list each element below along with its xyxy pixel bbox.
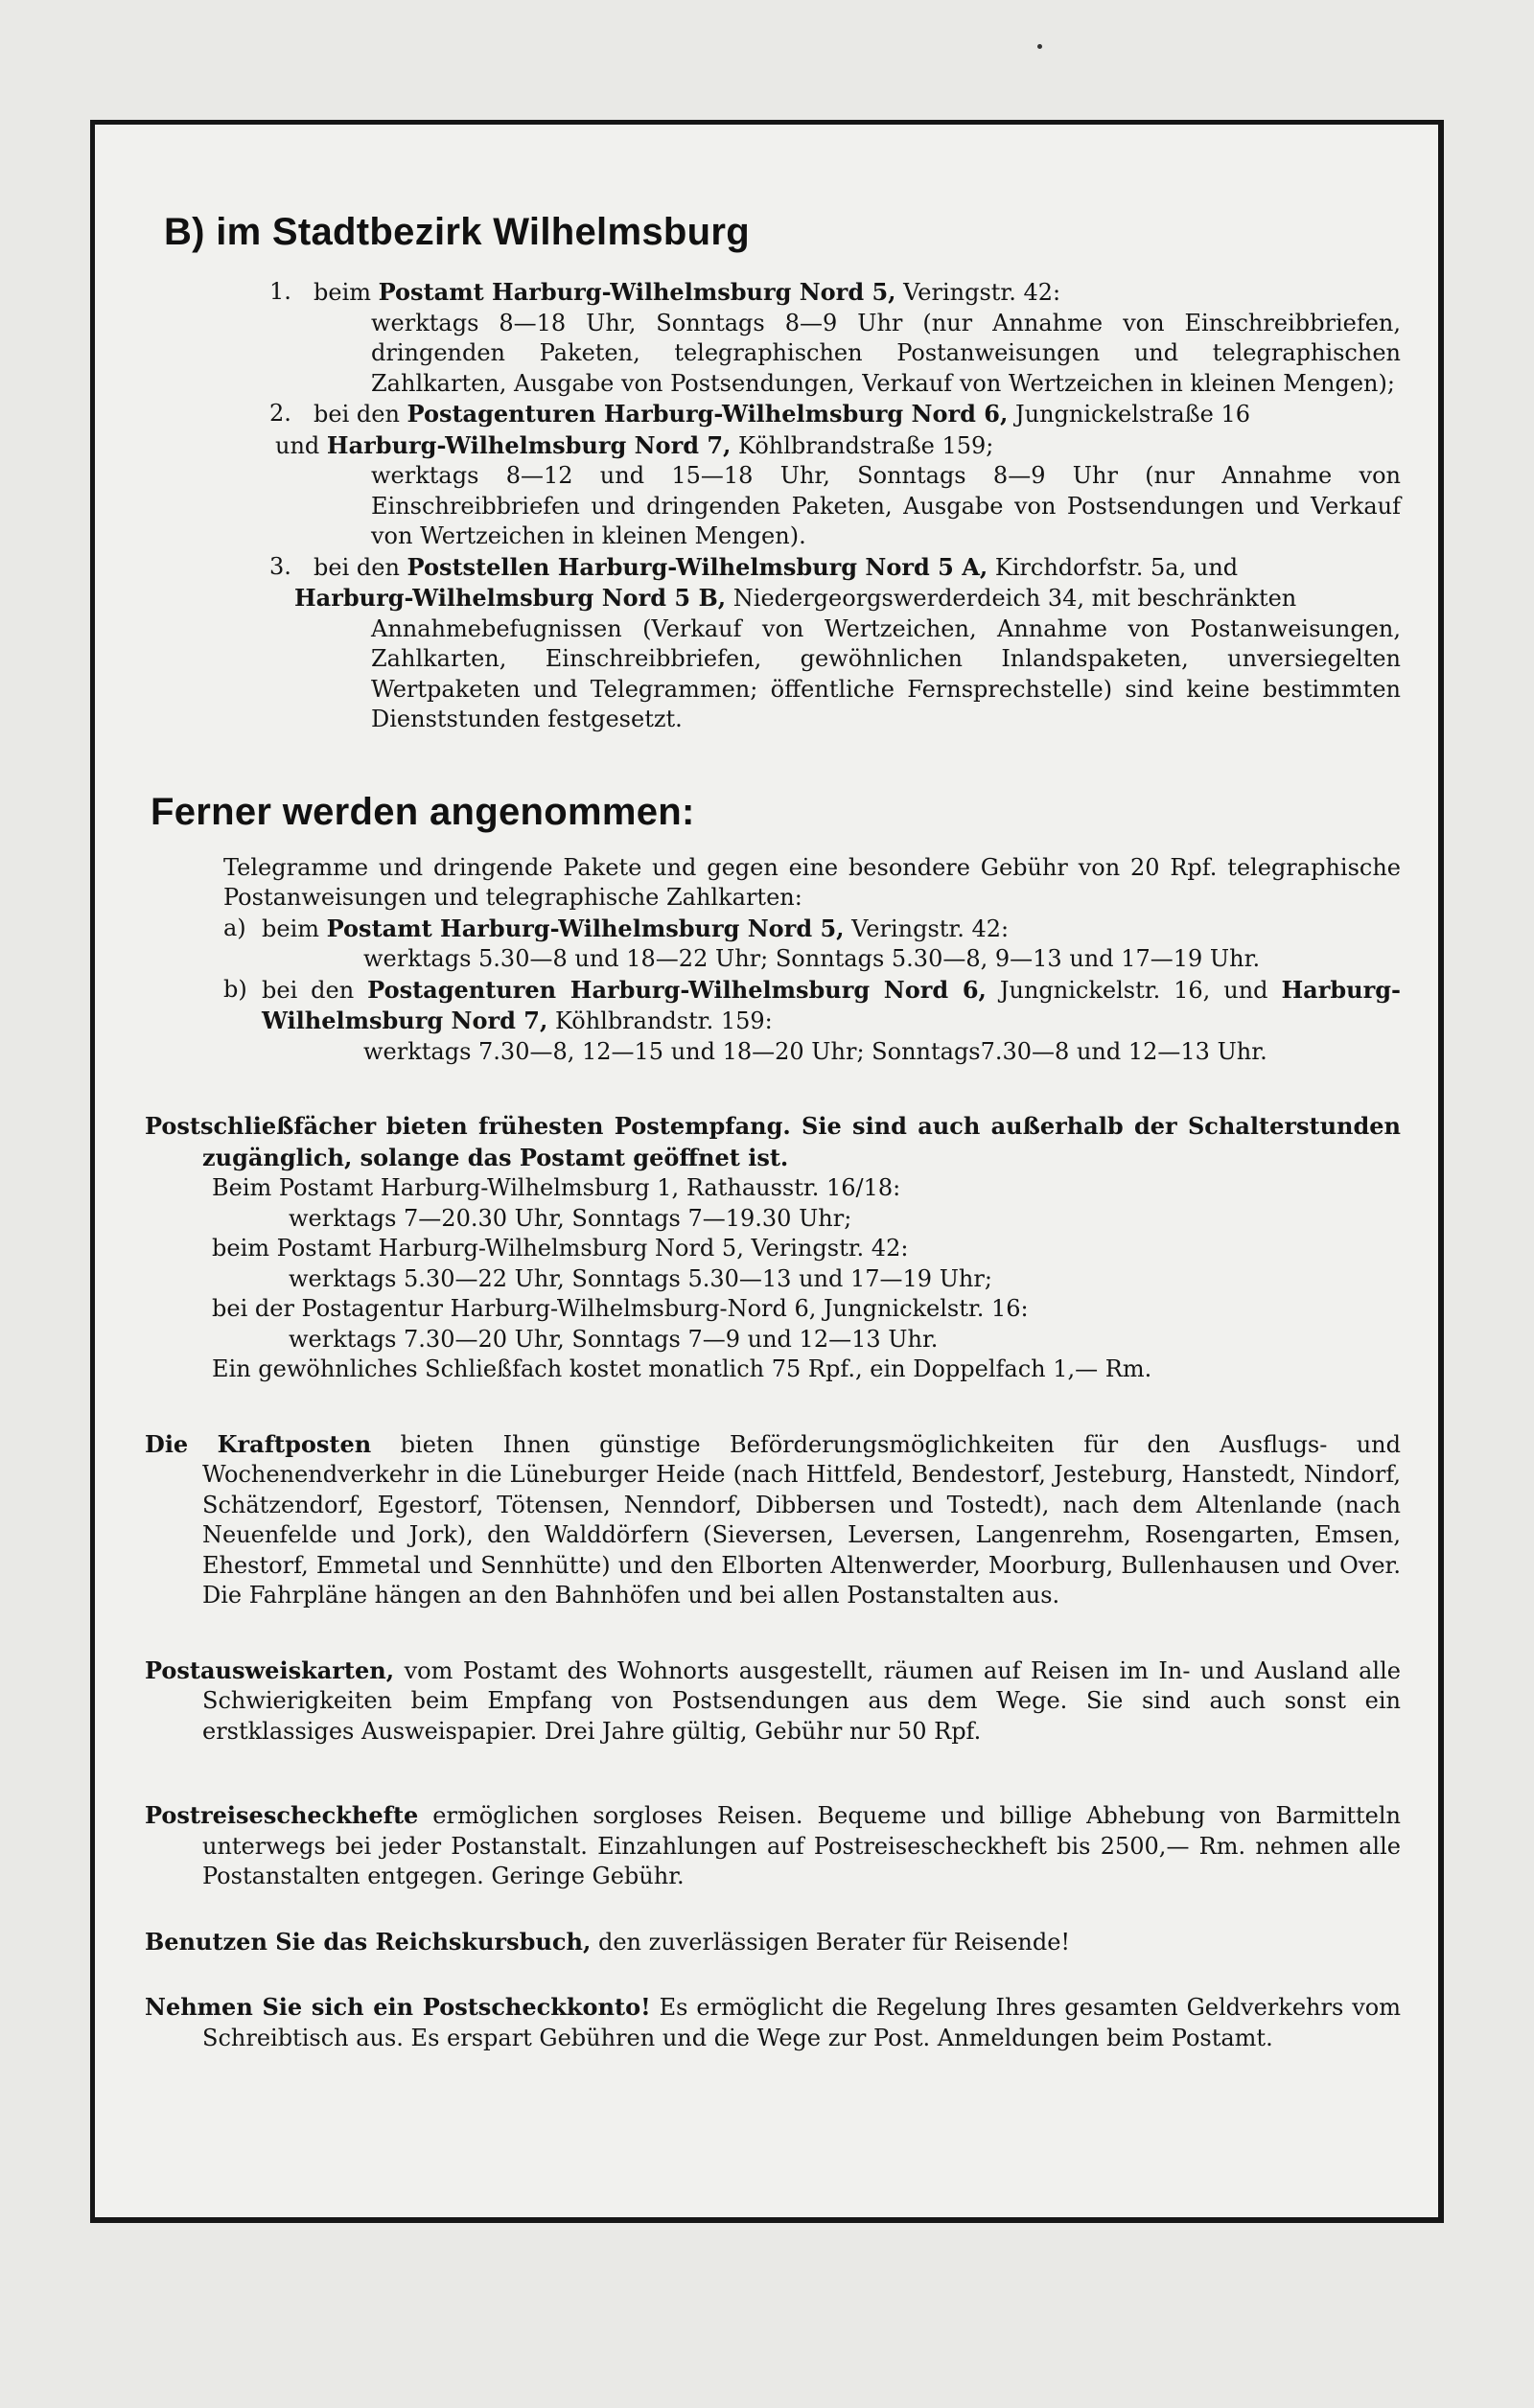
section-lead-bold: Kraftposten <box>217 1429 372 1458</box>
item-rest: Kirchdorfstr. 5a, und <box>994 553 1239 581</box>
item-body: werktags 8—12 und 15—18 Uhr, Sonntags 8—9 Uhr (nur Annahme von Einschreibbriefen und dringenden Paketen, Ausgabe von Postsendungen und Verkauf von Wertzeichen in kleinen Mengen). <box>371 462 1401 549</box>
section-text: bieten Ihnen günstige Beförderungsmöglichkeiten für den Ausflugs- und Wochenendverkehr in die Lüneburger Heide (nach Hittfeld, Bendestorf, Jesteburg, Hanstedt, Nindorf, Schätzendorf, Egestorf, Tötensen, Nenndorf, Dibbersen und Tostedt), nach dem Altenlande (nach Neuenfelde und Jork), den Walddörfern (Sieversen, Leversen, Langenrehm, Rosengarten, Emsen, Ehestorf, Emmetal und Sennhütte) und den Elborten Altenwerder, Moorburg, Bullenhausen und Over. Die Fahrpläne hängen an den Bahnhöfen und bei allen Postanstalten aus. <box>202 1430 1402 1609</box>
list-item <box>145 552 1401 735</box>
office-line: bei der Postagentur Harburg-Wilhelmsburg-Nord 6, Jungnickelstr. 16: <box>212 1295 1029 1322</box>
item-lead: und <box>275 431 320 459</box>
item-body: werktags 8—18 Uhr, Sonntags 8—9 Uhr (nur Annahme von Einschreibbriefen, dringenden Paketen, telegraphischen Postanweisungen und telegraphischen Zahlkarten, Ausgabe von Postsendungen, Verkauf von Wertzeichen in kleinen Mengen); <box>371 309 1401 397</box>
section-ausweiskarten <box>145 1656 1401 1748</box>
office-line: beim Postamt Harburg-Wilhelmsburg Nord 5, Veringstr. 42: <box>212 1235 909 1262</box>
section-kraftposten <box>145 1429 1401 1611</box>
section-text: Es ermöglicht die Regelung Ihres gesamten Geldverkehrs vom Schreibtisch aus. Es erspart Gebühren und die Wege zur Post. Anmeldungen beim Postamt. <box>202 1994 1402 2051</box>
opening-hours: werktags 7.30—8, 12—15 und 18—20 Uhr; Sonntags7.30—8 und 12—13 Uhr. <box>363 1037 1267 1065</box>
item-lead: bei den <box>314 553 400 581</box>
item-label: b) <box>223 975 247 1003</box>
item-bold: Harburg-Wilhelmsburg Nord 5 B, <box>294 584 727 612</box>
notice-content <box>145 211 1401 2053</box>
opening-hours: werktags 5.30—22 Uhr, Sonntags 5.30—13 und 17—19 Uhr; <box>289 1264 992 1292</box>
section-text: vom Postamt des Wohnorts ausgestellt, räumen auf Reisen im In- und Ausland alle Schwierigkeiten beim Empfang von Postsendungen aus dem Wege. Sie sind auch sonst ein erstklassiges Ausweispapier. Drei Jahre gültig, Gebühr nur 50 Rpf. <box>202 1656 1401 1745</box>
section-ferner <box>145 791 1401 1068</box>
section-postscheck <box>145 1992 1401 2053</box>
item-rest: Jungnickelstr. 16, und <box>999 976 1268 1004</box>
list-item <box>145 277 1401 399</box>
price-line: Ein gewöhnliches Schließfach kostet monatlich 75 Rpf., ein Doppelfach 1,— Rm. <box>212 1355 1152 1382</box>
ferner-body <box>145 853 1401 1068</box>
section-schliessfaecher <box>145 1111 1401 1385</box>
schliessfach-list <box>145 1173 1401 1385</box>
item-head <box>314 552 1401 584</box>
item-bold: Harburg-Wilhelmsburg Nord 7, <box>262 975 1401 1034</box>
item-bold: Postagenturen Harburg-Wilhelmsburg Nord 6, <box>367 975 987 1004</box>
item-rest: Veringstr. 42: <box>903 279 1061 306</box>
item-number: 3. <box>269 552 291 580</box>
item-lead: beim <box>262 915 319 942</box>
item-bold: Postamt Harburg-Wilhelmsburg Nord 5, <box>326 914 845 942</box>
section-lead-bold: Postausweiskarten, <box>145 1656 395 1684</box>
ferner-item-b <box>223 975 1401 1068</box>
ferner-intro: Telegramme und dringende Pakete und gegen eine besondere Gebühr von 20 Rpf. telegraphische Postanweisungen und telegraphische Zahlkarten: <box>223 853 1401 911</box>
item-rest: Jungnickelstraße 16 <box>1014 401 1251 428</box>
item-bold: Harburg-Wilhelmsburg Nord 7, <box>326 430 732 459</box>
item-lead: bei den <box>262 976 355 1004</box>
item-lead: beim <box>314 279 371 306</box>
item-head <box>314 277 1401 309</box>
item-bold: Poststellen Harburg-Wilhelmsburg Nord 5 A, <box>407 552 988 581</box>
schliessfach-intro <box>145 1111 1401 1173</box>
list-item <box>145 399 1401 552</box>
item-head <box>314 399 1401 430</box>
section-lead-bold: Benutzen Sie das Reichskursbuch, <box>145 1927 592 1956</box>
section-stadtbezirk <box>145 211 1401 735</box>
item-rest: Niedergeorgswerderdeich 34, mit beschränkten <box>732 585 1297 612</box>
section-text: den zuverlässigen Berater für Reisende! <box>597 1928 1071 1956</box>
section-lead-bold: Postschließfächer <box>145 1112 377 1140</box>
section-reichskursbuch <box>145 1927 1401 1958</box>
item-bold: Postagenturen Harburg-Wilhelmsburg Nord 6, <box>407 400 1009 428</box>
item-number: 1. <box>269 278 291 305</box>
item-head-2 <box>294 583 1401 614</box>
item-body: Annahmebefugnissen (Verkauf von Wertzeichen, Annahme von Postanweisungen, Zahlkarten, Einschreibbriefen, gewöhnlichen Inlandspaketen, unversiegelten Wertpaketen und Telegrammen; öffentliche Fernsprechstelle) sind keine bestimmten Dienststunden festgesetzt. <box>371 614 1401 732</box>
section-reisescheck <box>145 1800 1401 1892</box>
item-rest: Köhlbrandstr. 159: <box>554 1007 773 1034</box>
section-text: bieten frühesten Postempfang. Sie sind auch außerhalb der Schalterstunden zugänglich, solange das Postamt geöffnet ist. <box>202 1112 1402 1171</box>
section-text: ermöglichen sorgloses Reisen. Bequeme und billige Abhebung von Barmitteln unterwegs bei jeder Postanstalt. Einzahlungen auf Postreisescheckheft bis 2500,— Rm. nehmen alle Postanstalten entgegen. Geringe Gebühr. <box>202 1802 1401 1889</box>
section-lead-bold: Postreisescheckhefte <box>145 1801 419 1829</box>
item-head-2 <box>275 430 1401 462</box>
item-label: a) <box>223 914 246 941</box>
section-heading: Ferner werden angenommen: <box>151 790 695 833</box>
ferner-item-a <box>223 914 1401 975</box>
speck <box>1037 44 1042 49</box>
office-line: Beim Postamt Harburg-Wilhelmsburg 1, Rathausstr. 16/18: <box>212 1174 901 1201</box>
item-rest: Köhlbrandstraße 159; <box>738 431 994 459</box>
section-lead: Die <box>145 1429 189 1458</box>
item-lead: bei den <box>314 401 400 428</box>
opening-hours: werktags 5.30—8 und 18—22 Uhr; Sonntags 5.30—8, 9—13 und 17—19 Uhr. <box>363 945 1261 972</box>
notice-frame <box>90 120 1444 2223</box>
section-heading: B) im Stadtbezirk Wilhelmsburg <box>164 211 750 253</box>
item-bold: Postamt Harburg-Wilhelmsburg Nord 5, <box>378 278 896 306</box>
opening-hours: werktags 7—20.30 Uhr, Sonntags 7—19.30 Uhr; <box>289 1204 852 1232</box>
item-number: 2. <box>269 400 291 427</box>
section-lead-bold: Nehmen Sie sich ein Postscheckkonto! <box>145 1993 651 2021</box>
item-rest: Veringstr. 42: <box>851 915 1010 942</box>
opening-hours: werktags 7.30—20 Uhr, Sonntags 7—9 und 12—13 Uhr. <box>289 1325 939 1353</box>
